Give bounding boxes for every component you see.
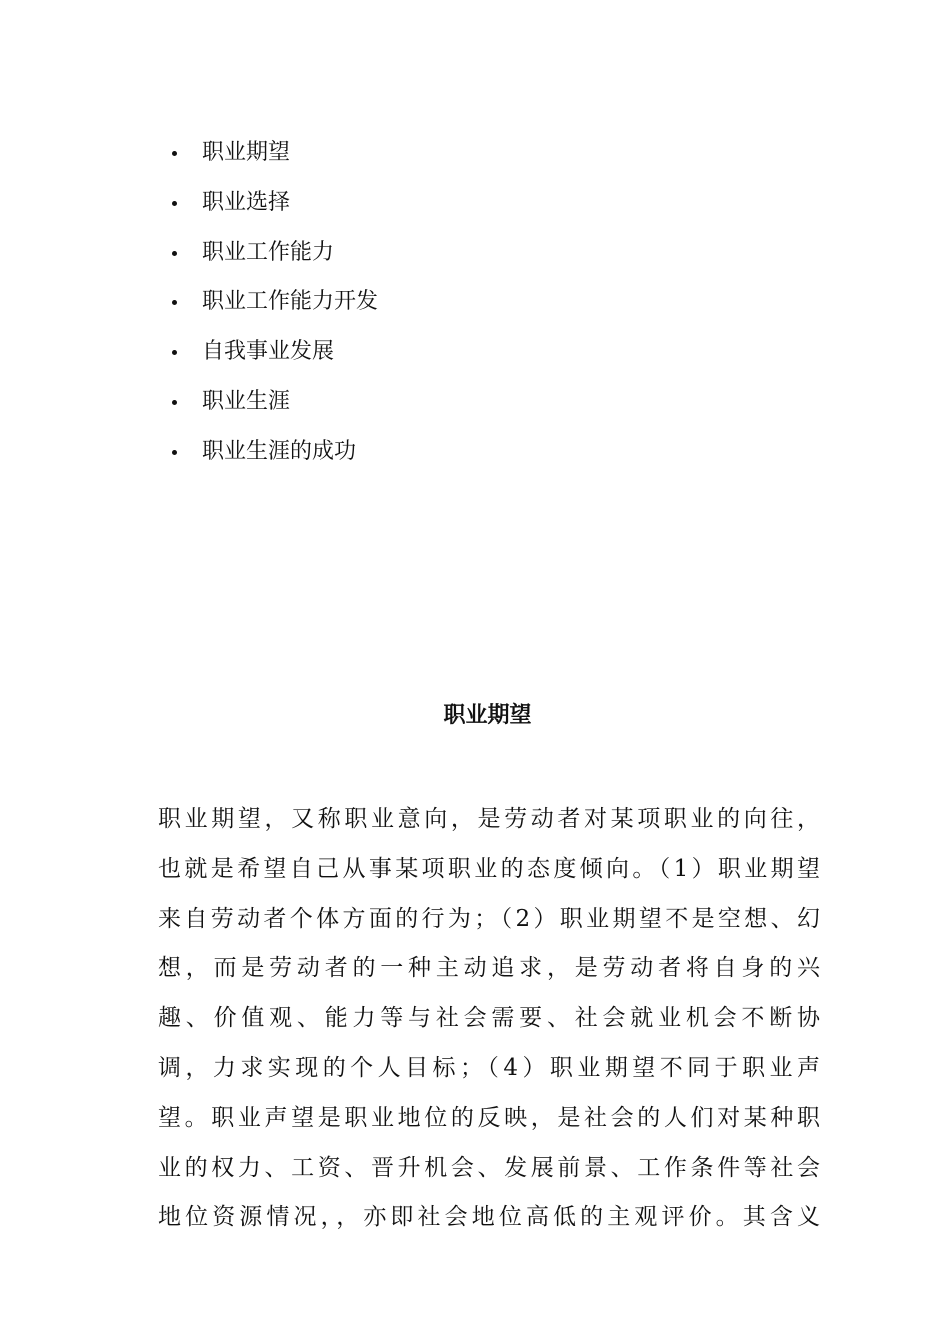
bullet-icon: [172, 151, 177, 156]
paragraph-line: 想，而是劳动者的一种主动追求，是劳动者将自身的兴: [158, 955, 820, 982]
toc-item: [168, 431, 378, 481]
toc-item: [168, 232, 378, 282]
toc-item-label: 职业生涯的成功: [202, 438, 357, 464]
toc-item-label: 职业生涯: [202, 388, 291, 414]
paragraph-line: 也就是希望自己从事某项职业的态度倾向。（1）职业期望: [158, 855, 820, 882]
table-of-contents: [168, 132, 378, 481]
body-paragraph: [158, 795, 820, 1243]
bullet-icon: [172, 300, 177, 305]
paragraph-line: 业的权力、工资、晋升机会、发展前景、工作条件等社会: [158, 1154, 820, 1181]
section-title: 职业期望: [443, 702, 532, 728]
toc-item: [168, 182, 378, 232]
paragraph-line: 趣、价值观、能力等与社会需要、社会就业机会不断协: [158, 1005, 820, 1032]
paragraph-line: 望。职业声望是职业地位的反映，是社会的人们对某种职: [158, 1104, 820, 1131]
toc-item: [168, 381, 378, 431]
toc-item: [168, 331, 378, 381]
paragraph-line: 地位资源情况，，亦即社会地位高低的主观评价。其含义: [158, 1204, 820, 1231]
bullet-icon: [172, 400, 177, 405]
bullet-icon: [172, 450, 177, 455]
paragraph-line: 来自劳动者个体方面的行为；（2）职业期望不是空想、幻: [158, 905, 820, 932]
bullet-icon: [172, 201, 177, 206]
toc-item-label: 职业工作能力开发: [202, 289, 379, 315]
bullet-icon: [172, 251, 177, 256]
toc-item-label: 职业期望: [202, 140, 291, 165]
bullet-icon: [172, 350, 177, 355]
toc-item-label: 职业工作能力: [202, 239, 335, 265]
toc-item-label: 职业选择: [202, 189, 291, 215]
toc-item: [168, 132, 378, 182]
paragraph-line: 调，力求实现的个人目标；（4）职业期望不同于职业声: [158, 1054, 820, 1081]
toc-item: [168, 281, 378, 331]
paragraph-line: 职业期望，又称职业意向，是劳动者对某项职业的向往，: [158, 806, 820, 832]
toc-item-label: 自我事业发展: [202, 339, 335, 365]
